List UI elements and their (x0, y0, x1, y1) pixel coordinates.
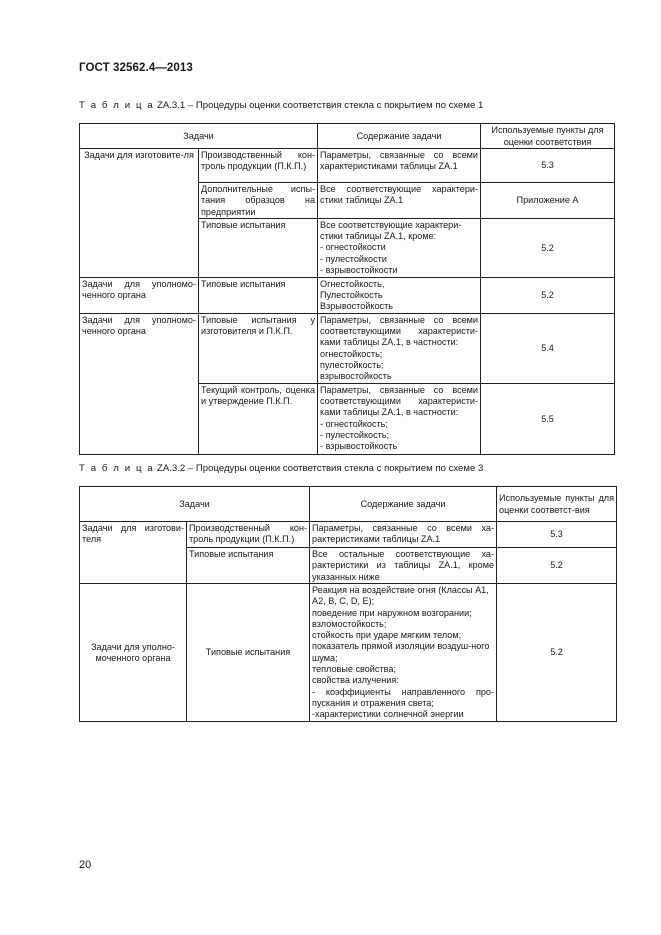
table1-header-tasks: Задачи (80, 124, 318, 149)
table1-content-line: - огнестойкость; (320, 418, 388, 429)
table2-caption-text: ZA.3.2 – Процедуры оценки соответствия стекла с покрытием по схеме 3 (156, 463, 484, 474)
table1-subtask: Дополнительные испы-тания образцов на предприятии (199, 183, 318, 219)
table2-content-line: - коэффициенты направленного про-пускания и отражения света; (312, 686, 495, 708)
table1-content (318, 313, 481, 383)
table2-content-line: поведение при наружном возгорании; (312, 607, 472, 618)
table1-subtask: Производственный кон-троль продукции (П.К.П.) (199, 149, 318, 183)
table1-task-manufacturer: Задачи для изготовите-ля (80, 149, 199, 278)
table1-content-line: - взрывостойкости (320, 265, 398, 276)
table2-content-line: тепловые свойства; (312, 664, 396, 675)
table2-subtask: Типовые испытания (187, 548, 310, 584)
table-za-3-2 (79, 486, 617, 722)
table2-content: Все остальные соответствующие ха-рактеристики из таблицы ZA.1, кроме указанных ниже (310, 548, 497, 584)
table1-content-line: - пулестойкость; (320, 429, 390, 440)
table1-subtask: Текущий контроль, оценка и утверждение П.К.П. (199, 383, 318, 454)
table1-content-line: Параметры, связанные со всеми соответствующими характеристи-ками таблицы ZA.1, в частности: (320, 384, 479, 418)
table1-content-line: Все соответствующие характери-стики таблицы ZA.1, кроме: (320, 219, 462, 242)
table1-content-line: Огнестойкость, (320, 278, 385, 289)
table1-content-line: - пулестойкости (320, 253, 387, 264)
table2-header-clauses: Используемые пункты для оценки соответст-вия (497, 487, 617, 522)
table1-task-authority: Задачи для уполномо-ченного органа (80, 313, 199, 454)
table1-content (318, 383, 481, 454)
table1-task-authority: Задачи для уполномо-ченного органа (80, 277, 199, 313)
table2-content-line: -характеристики солнечной энергии (312, 709, 464, 720)
table2-caption-label: Т а б л и ц а (79, 463, 155, 474)
table1-content: Все соответствующие характери-стики таблицы ZA.1 (318, 183, 481, 219)
table1-content-line: взрывостойкость (320, 371, 392, 382)
table1-caption-label: Т а б л и ц а (79, 100, 155, 111)
table-za-3-1 (79, 123, 615, 455)
table2-header-content: Содержание задачи (310, 487, 497, 522)
table1-content-line: огнестойкость; (320, 348, 383, 359)
table1-subtask: Типовые испытания у изготовителя и П.К.П. (199, 313, 318, 383)
table2-content-line: взломостойкость; (312, 618, 387, 629)
table1-content (318, 277, 481, 313)
table2-task-manufacturer: Задачи для изготови-теля (80, 522, 187, 584)
table2-caption (79, 463, 483, 474)
table2-content-line: стойкость при ударе мягким телом; (312, 630, 462, 641)
table2-clause: 5.3 (497, 522, 617, 548)
table2-clause: 5.2 (497, 584, 617, 722)
table1-content-line: Пулестойкость (320, 290, 383, 301)
table1-caption-text: ZA.3.1 – Процедуры оценки соответствия стекла с покрытием по схеме 1 (156, 100, 484, 111)
table1-clause: 5.2 (481, 218, 615, 277)
table2-clause: 5.2 (497, 548, 617, 584)
page-number: 20 (79, 859, 92, 871)
table2-content (310, 584, 497, 722)
table1-clause: 5.3 (481, 149, 615, 183)
table1-content-line: Параметры, связанные со всеми соответствующими характеристи-ками таблицы ZA.1, в частности: (320, 314, 479, 348)
table2-subtask: Производственный кон-троль продукции (П.К.П.) (187, 522, 310, 548)
table1-content (318, 218, 481, 277)
table1-clause: 5.4 (481, 313, 615, 383)
table1-clause: 5.2 (481, 277, 615, 313)
table1-content-line: Взрывостойкость (320, 301, 393, 312)
table1-subtask: Типовые испытания (199, 218, 318, 277)
table2-content-line: свойства излучения: (312, 675, 399, 686)
table2-subtask: Типовые испытания (187, 584, 310, 722)
table2-content-line: Реакция на воздействие огня (Классы А1, А2, В, С, D, E); (312, 585, 489, 607)
table2-content: Параметры, связанные со всеми ха-рактеристиками таблицы ZA.1 (310, 522, 497, 548)
table2-header-tasks: Задачи (80, 487, 310, 522)
table1-subtask: Типовые испытания (199, 277, 318, 313)
table1-header-clauses: Используемые пункты для оценки соответствия (481, 124, 615, 149)
table1-content-line: - огнестойкости (320, 242, 386, 253)
document-code: ГОСТ 32562.4—2013 (79, 62, 193, 74)
table1-caption (79, 100, 483, 111)
table2-task-authority: Задачи для уполно-моченного органа (80, 584, 187, 722)
table1-clause: Приложение А (481, 183, 615, 219)
table1-content-line: пулестойкость; (320, 359, 384, 370)
table2-content-line: показатель прямой изоляции воздуш-ного шума; (312, 641, 490, 663)
table1-clause: 5.5 (481, 383, 615, 454)
table1-content: Параметры, связанные со всеми характеристиками таблицы ZA.1 (318, 149, 481, 183)
table1-content-line: - взрывостойкость (320, 441, 398, 452)
table1-header-content: Содержание задачи (318, 124, 481, 149)
